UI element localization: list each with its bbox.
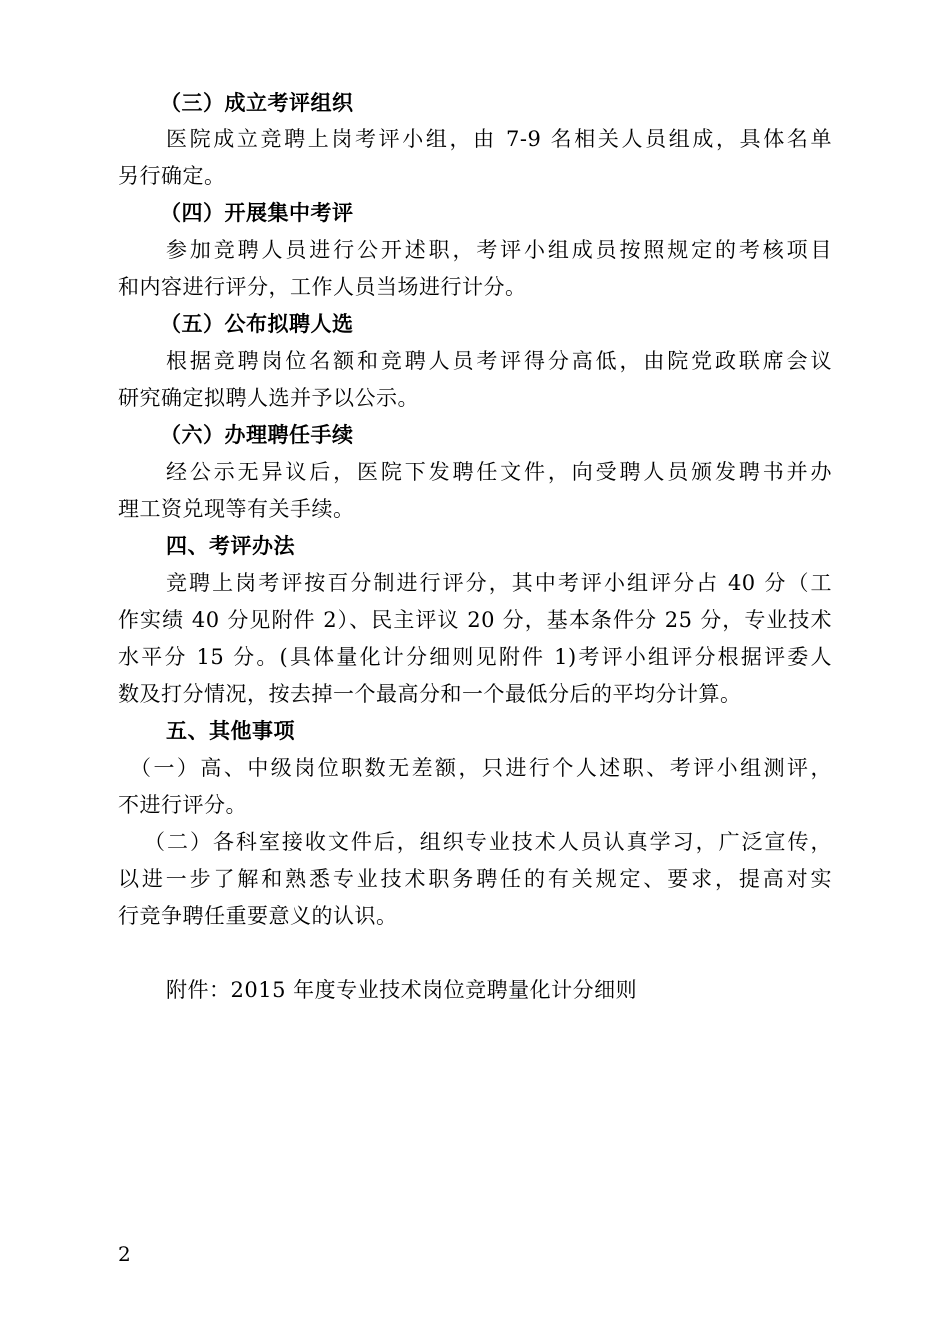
paragraph-line: 以进一步了解和熟悉专业技术职务聘任的有关规定、要求，提高对实 — [118, 867, 832, 891]
section-heading-five: 五、其他事项 — [166, 719, 295, 743]
section-heading-four: 四、考评办法 — [166, 534, 295, 558]
paragraph-line: （二）各科室接收文件后，组织专业技术人员认真学习，广泛宣传， — [144, 830, 832, 854]
paragraph-line: 理工资兑现等有关手续。 — [118, 497, 355, 521]
paragraph-line: 水平分 15 分。(具体量化计分细则见附件 1)考评小组评分根据评委人 — [118, 645, 832, 669]
paragraph-line: 不进行评分。 — [118, 793, 247, 817]
paragraph-line: 竞聘上岗考评按百分制进行评分，其中考评小组评分占 40 分（工 — [166, 571, 832, 595]
attachment-note: 附件：2015 年度专业技术岗位竞聘量化计分细则 — [166, 978, 638, 1002]
paragraph-line: 数及打分情况，按去掉一个最高分和一个最低分后的平均分计算。 — [118, 682, 742, 706]
paragraph-line: （一）高、中级岗位职数无差额，只进行个人述职、考评小组测评， — [130, 756, 832, 780]
paragraph-line: 作实绩 40 分见附件 2）、民主评议 20 分，基本条件分 25 分，专业技术 — [118, 608, 832, 632]
paragraph-line: 研究确定拟聘人选并予以公示。 — [118, 386, 419, 410]
section-heading-3: （三）成立考评组织 — [160, 91, 354, 115]
paragraph-line: 根据竞聘岗位名额和竞聘人员考评得分高低，由院党政联席会议 — [166, 349, 832, 373]
section-heading-4: （四）开展集中考评 — [160, 201, 354, 225]
section-heading-6: （六）办理聘任手续 — [160, 423, 354, 447]
paragraph-line: 和内容进行评分，工作人员当场进行计分。 — [118, 275, 527, 299]
paragraph-line: 经公示无异议后，医院下发聘任文件，向受聘人员颁发聘书并办 — [166, 460, 832, 484]
paragraph-line: 另行确定。 — [118, 164, 226, 188]
paragraph-line: 行竞争聘任重要意义的认识。 — [118, 904, 398, 928]
paragraph-line: 医院成立竞聘上岗考评小组，由 7-9 名相关人员组成，具体名单 — [166, 127, 832, 151]
paragraph-line: 参加竞聘人员进行公开述职，考评小组成员按照规定的考核项目 — [166, 238, 832, 262]
section-heading-5: （五）公布拟聘人选 — [160, 312, 354, 336]
page-number: 2 — [118, 1242, 131, 1266]
